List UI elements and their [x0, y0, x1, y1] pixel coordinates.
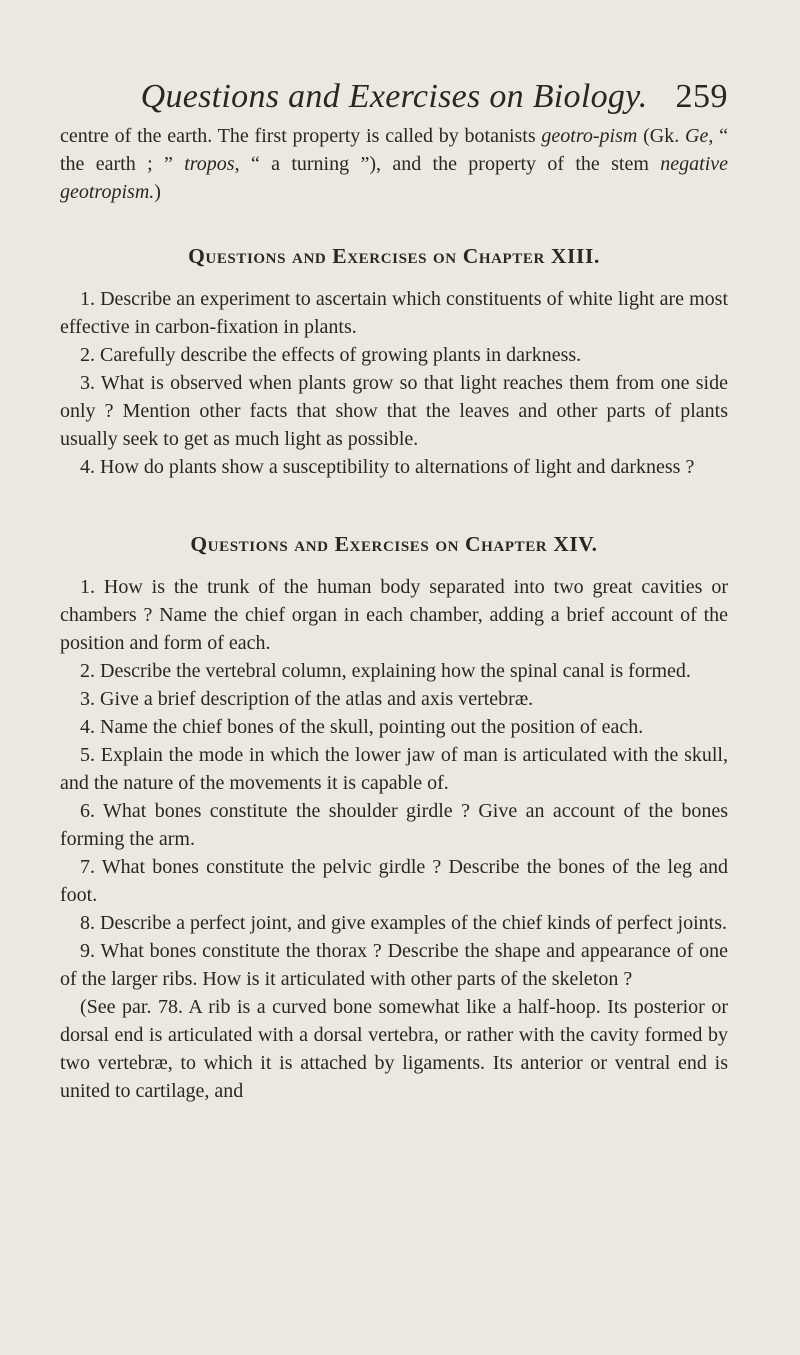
question-item: 9. What bones constitute the thorax ? Describe the shape and appearance of one of the larger ribs. How is it articulated with other parts of the skeleton ? — [60, 940, 728, 990]
question-item: 8. Describe a perfect joint, and give examples of the chief kinds of perfect joints. — [80, 912, 727, 934]
term-ge: Ge — [685, 125, 709, 147]
term-tropos: tropos — [184, 153, 235, 175]
section-heading-chapter-13: Questions and Exercises on Chapter XIII. — [188, 244, 600, 268]
term-negative-geotropism: negative geotropism. — [60, 153, 729, 203]
question-item: 3. Give a brief description of the atlas and axis vertebræ. — [80, 688, 534, 710]
question-item: 5. Explain the mode in which the lower jaw of man is articulated with the skull, and the nature of the movements it is capable of. — [60, 744, 728, 794]
intro-paragraph: centre of the earth. The first property is called by botanists geotro-pism (Gk. Ge, “ the earth ; ” tropos, “ a turning ”), and the property of the stem negative geotropism.) — [60, 125, 729, 203]
running-head — [60, 78, 728, 118]
page-number: 259 — [675, 78, 728, 115]
question-item: 4. How do plants show a susceptibility to alternations of light and darkness ? — [80, 456, 695, 478]
question-item: 6. What bones constitute the shoulder girdle ? Give an account of the bones forming the arm. — [60, 800, 728, 850]
question-item: 1. How is the trunk of the human body separated into two great cavities or chambers ? Name the chief organ in each chamber, adding a brief account of the position and form of each. — [60, 576, 728, 654]
question-item: 2. Describe the vertebral column, explaining how the spinal canal is formed. — [80, 660, 691, 682]
question-item: 2. Carefully describe the effects of growing plants in darkness. — [80, 344, 582, 366]
answer-note: (See par. 78. A rib is a curved bone somewhat like a half-hoop. Its posterior or dorsal end is articulated with a dorsal vertebra, or rather with the cavity formed by two vertebræ, to which it is attached by ligaments. Its anterior or ventral end is united to cartilage, and — [60, 996, 728, 1102]
question-item: 3. What is observed when plants grow so that light reaches them from one side only ? Mention other facts that show that the leaves and other parts of plants usually seek to get as much light as possible. — [60, 372, 728, 450]
book-page — [60, 78, 728, 1105]
question-item: 7. What bones constitute the pelvic girdle ? Describe the bones of the leg and foot. — [60, 856, 728, 906]
term-geotropism: geotro-pism — [541, 125, 638, 147]
question-item: 1. Describe an experiment to ascertain which constituents of white light are most effective in carbon-fixation in plants. — [60, 288, 728, 338]
section-heading-chapter-14: Questions and Exercises on Chapter XIV. — [190, 532, 598, 556]
question-item: 4. Name the chief bones of the skull, pointing out the position of each. — [80, 716, 644, 738]
running-head-title: Questions and Exercises on Biology. — [140, 78, 648, 115]
